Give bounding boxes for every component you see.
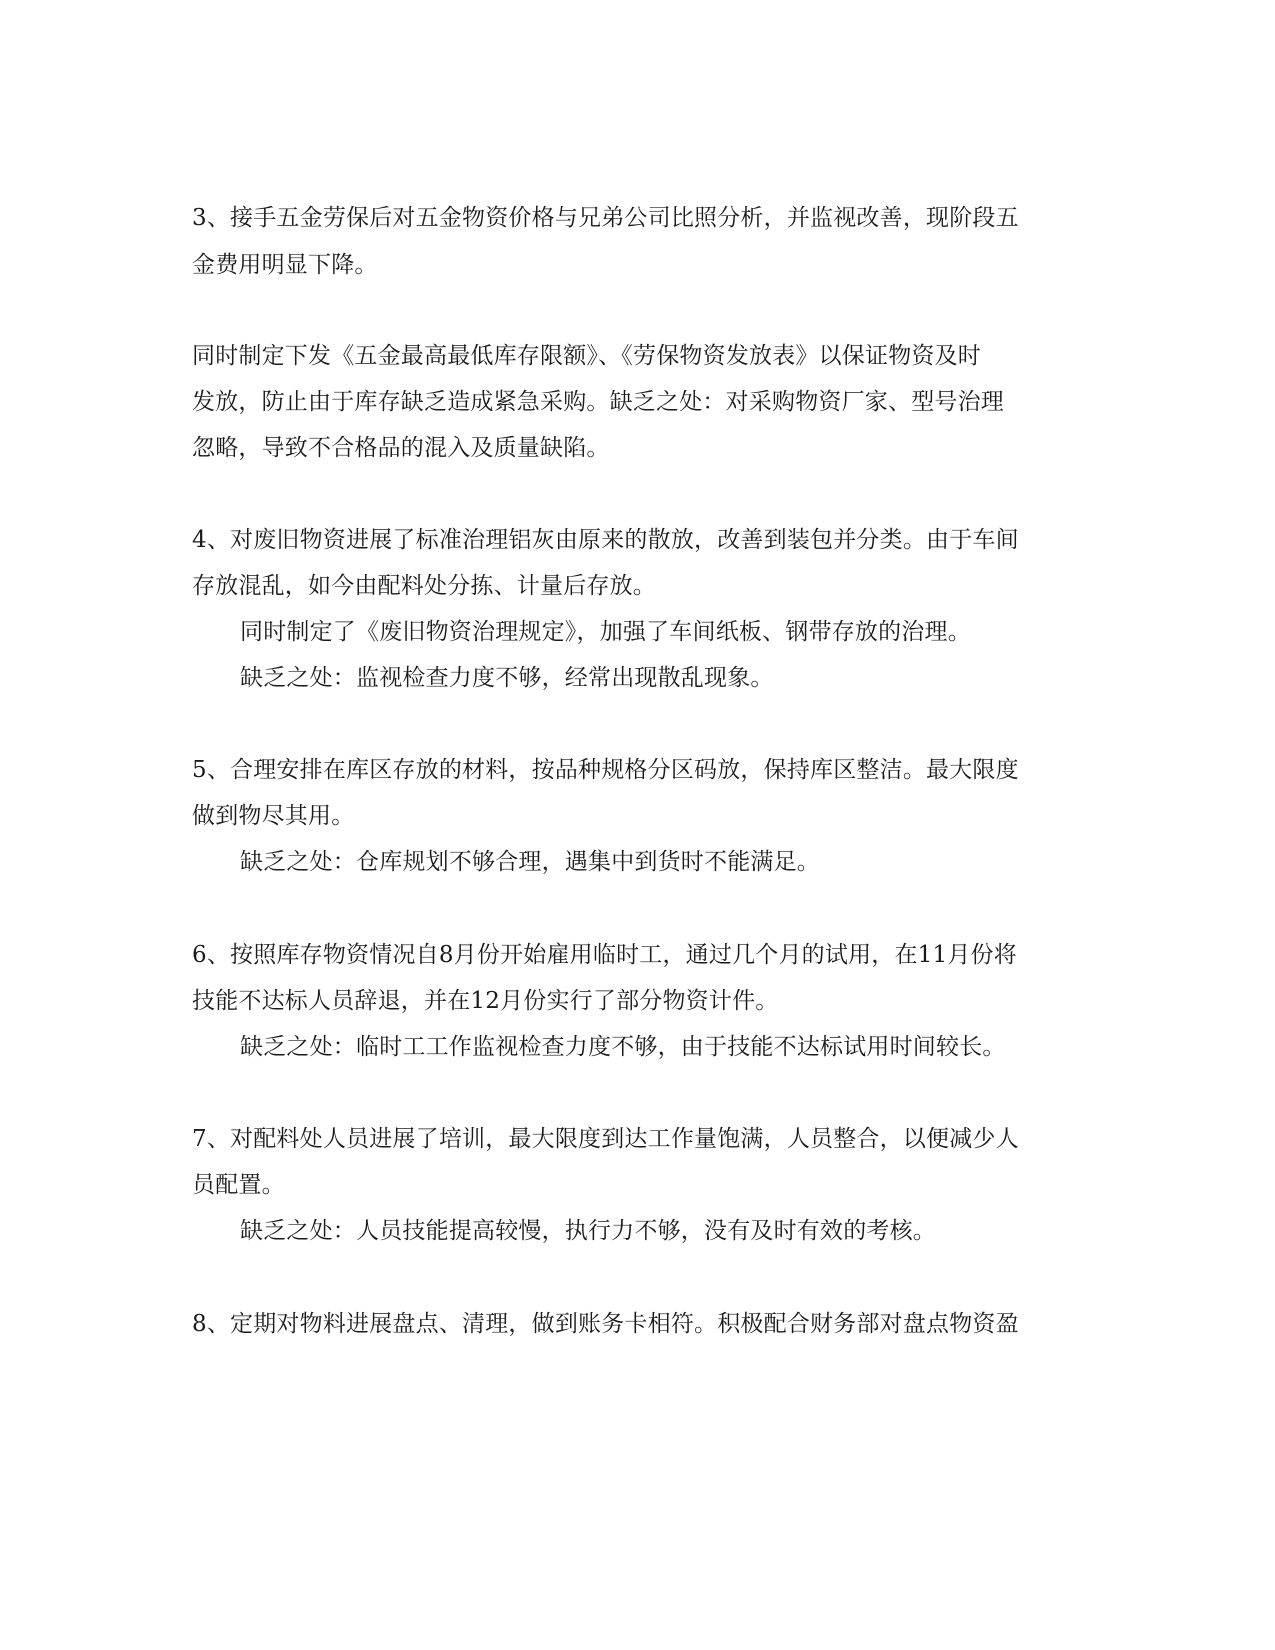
item-6-deficiency-line: 缺乏之处：临时工工作监视检查力度不够，由于技能不达标试用时间较长。 (240, 1034, 1006, 1060)
item-3-continuation-line-1: 同时制定下发《五金最高最低库存限额》、《劳保物资发放表》以保证物资及时 (192, 343, 981, 369)
item-5-deficiency-line: 缺乏之处：仓库规划不够合理，遇集中到货时不能满足。 (240, 849, 820, 875)
item-3-line-1: 3、接手五金劳保后对五金物资价格与兄弟公司比照分析，并监视改善，现阶段五 (192, 205, 1019, 231)
item-3-line-2: 金费用明显下降。 (192, 252, 378, 278)
item-8-line-1: 8、定期对物料进展盘点、清理，做到账务卡相符。积极配合财务部对盘点物资盈 (192, 1311, 1019, 1337)
item-6-line-2: 技能不达标人员辞退，并在12月份实行了部分物资计件。 (192, 988, 779, 1014)
item-6-line-1: 6、按照库存物资情况自8月份开始雇用临时工，通过几个月的试用，在11月份将 (192, 942, 1017, 968)
item-7-deficiency-line: 缺乏之处：人员技能提高较慢，执行力不够，没有及时有效的考核。 (240, 1218, 936, 1244)
item-3-continuation-line-3: 忽略，导致不合格品的混入及质量缺陷。 (192, 435, 610, 461)
item-4-deficiency-line: 缺乏之处：监视检查力度不够，经常出现散乱现象。 (240, 665, 774, 691)
item-4-regulation-line: 同时制定了《废旧物资治理规定》，加强了车间纸板、钢带存放的治理。 (240, 619, 971, 645)
item-7-line-1: 7、对配料处人员进展了培训，最大限度到达工作量饱满，人员整合，以便减少人 (192, 1126, 1019, 1152)
item-3-continuation-line-2: 发放，防止由于库存缺乏造成紧急采购。缺乏之处：对采购物资厂家、型号治理 (192, 389, 1004, 415)
item-5-line-2: 做到物尽其用。 (192, 803, 355, 829)
item-4-line-1: 4、对废旧物资进展了标准治理铝灰由原来的散放，改善到装包并分类。由于车间 (192, 527, 1019, 553)
item-5-line-1: 5、合理安排在库区存放的材料，按品种规格分区码放，保持库区整洁。最大限度 (192, 757, 1019, 783)
item-7-line-2: 员配置。 (192, 1172, 285, 1198)
item-4-line-2: 存放混乱，如今由配料处分拣、计量后存放。 (192, 573, 656, 599)
